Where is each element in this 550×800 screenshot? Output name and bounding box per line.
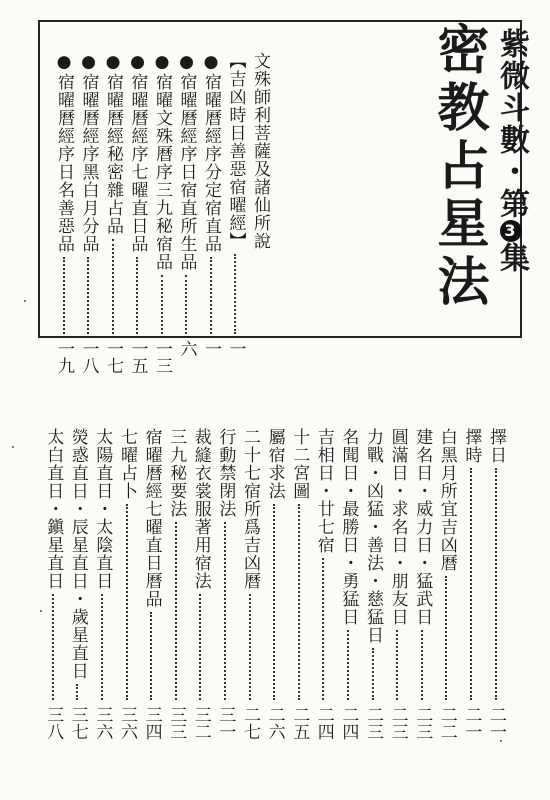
toc-leader-dots	[396, 630, 398, 700]
toc-entry-text: ●宿曜曆經序日宿直所生品	[176, 52, 197, 271]
toc-leader-dots	[87, 257, 89, 334]
toc-entry-text: 太陽直日・太陰直日	[92, 428, 113, 590]
toc-entry-text: 圓滿日・求名日・朋友日	[387, 428, 408, 626]
toc-entry-text: 裁縫衣裳服著用宿法	[190, 428, 211, 590]
toc-entry-page: 二一	[461, 706, 482, 740]
toc-entry-text: 擇時	[461, 428, 482, 464]
toc-entry-text: 七曜占卜	[117, 428, 137, 500]
toc-entry-page: 六	[176, 340, 197, 357]
toc-entry-text: ●宿曜曆經秘密雜占品	[103, 52, 123, 235]
toc-entry-page: 一	[201, 340, 221, 357]
toc-entry-text: ●宿曜文殊曆序三九秘宿品	[152, 52, 172, 271]
series-heading	[494, 28, 529, 274]
toc-entry-text: 十二宮圖	[289, 428, 310, 500]
toc-leader-dots	[421, 630, 423, 700]
toc-entry-page: 一九	[54, 340, 74, 374]
toc-entry-text: 宿曜曆經七曜直日曆品	[141, 428, 162, 608]
toc-entry-page: 二三	[412, 706, 433, 740]
toc-leader-dots	[76, 684, 78, 700]
toc-leader-dots	[63, 257, 65, 334]
toc-entry-page: 三六	[117, 706, 137, 740]
toc-leader-dots	[372, 648, 374, 700]
toc-leader-dots	[161, 275, 163, 334]
toc-entry-text: 熒惑直日・辰星直日・歲星直日	[67, 428, 88, 680]
toc-entry-page: 二一	[486, 706, 506, 740]
toc-entry-page: 一八	[78, 340, 99, 374]
series-prefix: 紫微斗數・第	[494, 28, 529, 220]
toc-entry-page: 二四	[338, 706, 359, 740]
toc-entry-page: 三四	[141, 706, 162, 740]
toc-entry-text: 文殊師利菩薩及諸仙所說	[250, 52, 270, 250]
toc-entry-text: 太白直日・鎭星直日	[43, 428, 64, 590]
toc-entry-page: 三八	[43, 706, 64, 740]
scan-speck	[500, 740, 502, 742]
book-title: 密教占星法	[428, 22, 489, 312]
toc-leader-dots	[347, 630, 349, 700]
toc-entry-text: 力戰・凶猛・善法・慈猛日	[363, 428, 383, 644]
toc-entry-text: 屬宿求法	[264, 428, 285, 500]
toc-entry-page: 一	[225, 340, 246, 357]
toc-entry-text: ●宿曜曆經序七曜直日品	[127, 52, 148, 253]
scan-speck	[24, 300, 26, 302]
toc-entry-text: 名聞日・最勝日・勇猛日	[338, 428, 359, 626]
toc-entry-page: 三三	[166, 706, 187, 740]
toc-leader-dots	[445, 576, 447, 700]
toc-entry-page: 三一	[215, 706, 236, 740]
toc-leader-dots	[322, 558, 324, 700]
toc-leader-dots	[52, 594, 54, 700]
toc-entry-page: 一五	[127, 340, 148, 374]
toc-leader-dots	[112, 239, 114, 334]
toc-entry-text: 行動禁閉法	[215, 428, 236, 518]
toc-entry-text: 【吉凶時日善惡宿曜經】	[225, 52, 246, 250]
toc-entry-text: 二十七宿所爲吉凶曆	[240, 428, 260, 590]
toc-leader-dots	[150, 612, 152, 700]
scan-speck	[40, 610, 42, 612]
toc-leader-dots	[210, 257, 212, 334]
toc-entry-page: 三二	[190, 706, 211, 740]
toc-leader-dots	[101, 594, 103, 700]
toc-leader-dots	[249, 594, 251, 700]
toc-entry-text: 白黑月所宜吉凶曆	[436, 428, 457, 572]
toc-entry-text: 擇日	[486, 428, 506, 464]
toc-leader-dots	[199, 594, 201, 700]
toc-entry-page: 三七	[67, 706, 88, 740]
toc-leader-dots	[298, 504, 300, 700]
toc-leader-dots	[136, 257, 138, 334]
series-suffix: 集	[494, 242, 529, 274]
toc-entry-page: 二四	[313, 706, 334, 740]
toc-entry-text: ●宿曜曆經序分定宿直品	[201, 52, 221, 253]
toc-entry-page: 二五	[289, 706, 310, 740]
toc-entry-text: 建名日・威力日・猛武日	[412, 428, 433, 626]
toc-entry-text: ●宿曜曆經序日名善惡品	[54, 52, 74, 253]
toc-leader-dots	[126, 504, 128, 700]
toc-entry-page: 一七	[103, 340, 123, 374]
toc-entry-page: 二三	[387, 706, 408, 740]
scan-speck	[12, 446, 14, 448]
toc-leader-dots	[273, 504, 275, 700]
toc-leader-dots	[234, 254, 236, 334]
toc-entry-text: 三九秘要法	[166, 428, 187, 518]
toc-leader-dots	[495, 468, 497, 700]
toc-entry-text: ●宿曜曆經序黑白月分品	[78, 52, 99, 253]
toc-entry-page: 二三	[363, 706, 383, 740]
toc-leader-dots	[175, 522, 177, 700]
toc-leader-dots	[224, 522, 226, 700]
toc-entry-page: 二七	[240, 706, 260, 740]
toc-entry-page: 一三	[152, 340, 172, 374]
toc-entry-text: 吉相日・廿七宿	[313, 428, 334, 554]
toc-entry-page: 三六	[92, 706, 113, 740]
toc-leader-dots	[185, 275, 187, 334]
toc-entry-page: 二六	[264, 706, 285, 740]
series-number-badge: 3	[500, 220, 522, 242]
toc-entry-page: 二二	[436, 706, 457, 740]
toc-leader-dots	[470, 468, 472, 700]
